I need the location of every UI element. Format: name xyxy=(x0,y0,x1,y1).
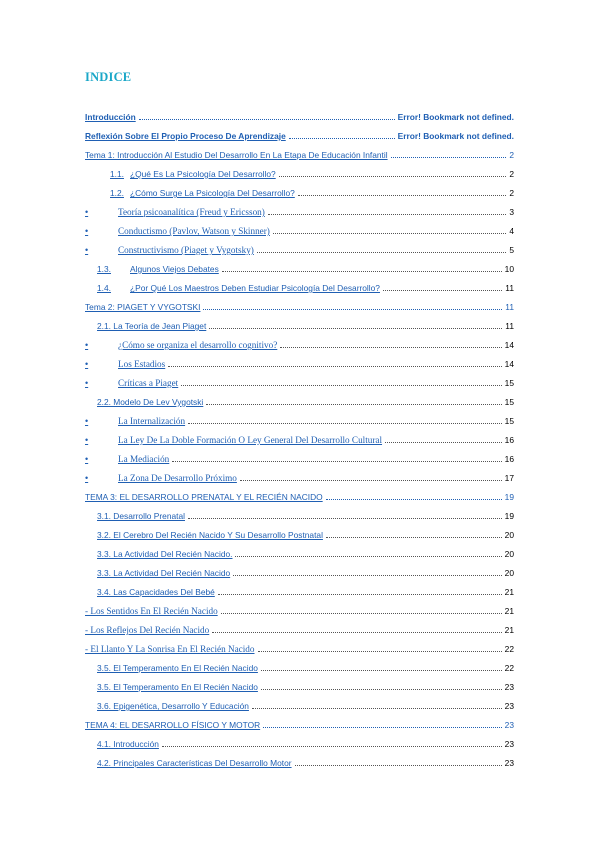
dot-leader xyxy=(258,651,502,652)
toc-entry-link[interactable]: 3.3. La Actividad Del Recién Nacido xyxy=(97,568,231,578)
toc-entry-link[interactable]: 3.5. El Temperamento En El Recién Nacido xyxy=(97,682,258,692)
toc-entry-page: 15 xyxy=(504,397,514,407)
dot-leader xyxy=(139,119,395,120)
dot-leader xyxy=(235,556,501,557)
dot-leader xyxy=(162,746,502,747)
toc-entry-page: 22 xyxy=(504,644,514,654)
dot-leader xyxy=(212,632,501,633)
toc-entry[interactable] xyxy=(0,243,599,257)
toc-entry-link[interactable]: 3.6. Epigenética, Desarrollo Y Educación xyxy=(97,701,249,711)
dot-leader xyxy=(203,309,502,310)
toc-entry-link[interactable]: La Ley De La Doble Formación O Ley General Del Desarrollo Cultural xyxy=(118,435,383,445)
dot-leader xyxy=(289,138,395,139)
toc-entry-link[interactable]: 3.5. El Temperamento En El Recién Nacido xyxy=(97,663,258,673)
toc-entry-page: 21 xyxy=(504,625,514,635)
toc-entry[interactable] xyxy=(0,148,599,162)
dot-leader xyxy=(279,176,507,177)
toc-entry-link[interactable]: - Los Sentidos En El Recién Nacido xyxy=(85,606,218,616)
toc-entry-page: 20 xyxy=(504,549,514,559)
dot-leader xyxy=(391,157,507,158)
toc-entry[interactable] xyxy=(0,528,599,542)
toc-entry-link[interactable]: La Internalización xyxy=(118,416,186,426)
toc-entry[interactable] xyxy=(0,357,599,371)
toc-entry-link[interactable]: - Los Reflejos Del Recién Nacido xyxy=(85,625,210,635)
toc-entry-page: 23 xyxy=(504,739,514,749)
toc-entry-page: 10 xyxy=(504,264,514,274)
toc-entry-link[interactable]: Constructivismo (Piaget y Vygotsky) xyxy=(118,245,254,255)
toc-entry[interactable] xyxy=(0,129,599,143)
dot-leader xyxy=(168,366,501,367)
bullet-icon: • xyxy=(85,245,89,255)
bullet-icon: • xyxy=(85,416,89,426)
dot-leader xyxy=(221,613,502,614)
bullet-icon: • xyxy=(85,454,89,464)
toc-entry[interactable] xyxy=(0,604,599,618)
dot-leader xyxy=(298,195,507,196)
dot-leader xyxy=(206,404,501,405)
toc-entry[interactable] xyxy=(0,452,599,466)
toc-entry-link[interactable]: 3.4. Las Capacidades Del Bebé xyxy=(97,587,215,597)
toc-entry-page: 21 xyxy=(504,587,514,597)
dot-leader xyxy=(233,575,502,576)
toc-entry-link[interactable]: La Zona De Desarrollo Próximo xyxy=(118,473,237,483)
bullet-icon: • xyxy=(85,378,89,388)
toc-entry-page: 2 xyxy=(509,188,514,198)
bullet-icon: • xyxy=(85,435,89,445)
toc-entry-number: 1.4. xyxy=(97,283,111,293)
toc-entry[interactable] xyxy=(0,319,599,333)
toc-entry-link[interactable]: Algunos Viejos Debates xyxy=(130,264,219,274)
toc-entry-link[interactable]: ¿Por Qué Los Maestros Deben Estudiar Psicología Del Desarrollo? xyxy=(130,283,380,293)
toc-entry-page: 16 xyxy=(504,435,514,445)
toc-entry-link[interactable]: Tema 2: PIAGET Y VYGOTSKI xyxy=(85,302,201,312)
dot-leader xyxy=(273,233,506,234)
dot-leader xyxy=(326,499,502,500)
toc-entry-page: 11 xyxy=(505,302,514,312)
bullet-icon: • xyxy=(85,359,89,369)
toc-entry[interactable] xyxy=(0,186,599,200)
toc-entry[interactable] xyxy=(0,205,599,219)
dot-leader xyxy=(263,727,502,728)
toc-entry[interactable] xyxy=(0,167,599,181)
dot-leader xyxy=(218,594,502,595)
toc-entry-page: 3 xyxy=(509,207,514,217)
dot-leader xyxy=(257,252,506,253)
toc-entry[interactable] xyxy=(0,300,599,314)
toc-entry-link[interactable]: Introducción xyxy=(85,112,136,122)
toc-entry-link[interactable]: 3.3. La Actividad Del Recién Nacido. xyxy=(97,549,233,559)
dot-leader xyxy=(188,423,502,424)
toc-entry-page: 15 xyxy=(504,416,514,426)
toc-entry[interactable] xyxy=(0,623,599,637)
toc-entry-page: 4 xyxy=(509,226,514,236)
toc-entry-page: 2 xyxy=(509,150,514,160)
toc-entry-page: 23 xyxy=(504,682,514,692)
toc-entry-link[interactable]: 2.2. Modelo De Lev Vygotski xyxy=(97,397,204,407)
toc-entry[interactable] xyxy=(0,414,599,428)
toc-entry[interactable] xyxy=(0,566,599,580)
toc-entry-link[interactable]: 3.2. El Cerebro Del Recién Nacido Y Su Desarrollo Postnatal xyxy=(97,530,323,540)
toc-entry-page: 19 xyxy=(504,492,514,502)
toc-entry-link[interactable]: La Mediación xyxy=(118,454,170,464)
toc-entry[interactable] xyxy=(0,490,599,504)
toc-entry-page: Error! Bookmark not defined. xyxy=(397,131,514,141)
toc-entry-number: 1.3. xyxy=(97,264,111,274)
toc-title: INDICE xyxy=(85,70,132,84)
toc-entry[interactable] xyxy=(0,471,599,485)
toc-entry[interactable] xyxy=(0,756,599,770)
toc-entry-page: 20 xyxy=(504,530,514,540)
toc-entry-page: 20 xyxy=(504,568,514,578)
toc-entry-page: 23 xyxy=(504,701,514,711)
toc-entry-page: 14 xyxy=(504,340,514,350)
toc-entry-link[interactable]: TEMA 3: EL DESARROLLO PRENATAL Y EL RECIÉN NACIDO xyxy=(85,492,323,502)
toc-entry[interactable] xyxy=(0,433,599,447)
toc-entry[interactable] xyxy=(0,395,599,409)
toc-entry-link[interactable]: 4.1. Introducción xyxy=(97,739,159,749)
toc-entry-page: 14 xyxy=(504,359,514,369)
dot-leader xyxy=(172,461,501,462)
dot-leader xyxy=(385,442,502,443)
toc-entry[interactable] xyxy=(0,547,599,561)
toc-entry-link[interactable]: TEMA 4: EL DESARROLLO FÍSICO Y MOTOR xyxy=(85,720,261,730)
toc-entry[interactable] xyxy=(0,110,599,124)
dot-leader xyxy=(240,480,502,481)
toc-entry-page: 23 xyxy=(504,720,514,730)
toc-entry-link[interactable]: 3.1. Desarrollo Prenatal xyxy=(97,511,185,521)
toc-entry-link[interactable]: Los Estadios xyxy=(118,359,166,369)
dot-leader xyxy=(326,537,502,538)
dot-leader xyxy=(252,708,502,709)
toc-entry[interactable] xyxy=(0,718,599,732)
toc-entry-page: 15 xyxy=(504,378,514,388)
dot-leader xyxy=(261,689,502,690)
toc-entry[interactable] xyxy=(0,642,599,656)
dot-leader xyxy=(261,670,502,671)
bullet-icon: • xyxy=(85,207,89,217)
toc-entry[interactable] xyxy=(0,585,599,599)
toc-entry[interactable] xyxy=(0,281,599,295)
toc-entry-link[interactable]: Críticas a Piaget xyxy=(118,378,179,388)
toc-entry-page: 5 xyxy=(509,245,514,255)
toc-entry-page: 19 xyxy=(504,511,514,521)
toc-entry[interactable] xyxy=(0,338,599,352)
toc-entry-page: 21 xyxy=(504,606,514,616)
toc-entry[interactable] xyxy=(0,376,599,390)
toc-entry-link[interactable]: ¿Cómo se organiza el desarrollo cognitivo? xyxy=(118,340,278,350)
toc-entry[interactable] xyxy=(0,224,599,238)
toc-entry[interactable] xyxy=(0,262,599,276)
toc-entry-link[interactable]: Conductismo (Pavlov, Watson y Skinner) xyxy=(118,226,270,236)
toc-entry-link[interactable]: Tema 1: Introducción Al Estudio Del Desarrollo En La Etapa De Educación Infantil xyxy=(85,150,388,160)
dot-leader xyxy=(181,385,501,386)
toc-entry-page: 16 xyxy=(504,454,514,464)
toc-entry-number: 1.2. xyxy=(110,188,124,198)
toc-entry-page: Error! Bookmark not defined. xyxy=(397,112,514,122)
toc-entry[interactable] xyxy=(0,699,599,713)
toc-entry-page: 2 xyxy=(509,169,514,179)
toc-entry-page: 17 xyxy=(504,473,514,483)
toc-entry-link[interactable]: 2.1. La Teoría de Jean Piaget xyxy=(97,321,207,331)
toc-entry-number: 1.1. xyxy=(110,169,124,179)
toc-entry-link[interactable]: ¿Qué Es La Psicología Del Desarrollo? xyxy=(130,169,276,179)
toc-entry[interactable] xyxy=(0,509,599,523)
dot-leader xyxy=(280,347,501,348)
dot-leader xyxy=(295,765,502,766)
bullet-icon: • xyxy=(85,226,89,236)
toc-entry[interactable] xyxy=(0,661,599,675)
toc-entry-link[interactable]: - El Llanto Y La Sonrisa En El Recién Nacido xyxy=(85,644,255,654)
toc-entry-page: 11 xyxy=(505,321,514,331)
toc-entry-link[interactable]: Reflexión Sobre El Propio Proceso De Aprendizaje xyxy=(85,131,286,141)
toc-entry-link[interactable]: ¿Cómo Surge La Psicología Del Desarrollo? xyxy=(130,188,295,198)
toc-entry-link[interactable]: 4.2. Principales Características Del Desarrollo Motor xyxy=(97,758,292,768)
dot-leader xyxy=(383,290,502,291)
bullet-icon: • xyxy=(85,473,89,483)
toc-entry-page: 23 xyxy=(504,758,514,768)
toc-entry[interactable] xyxy=(0,680,599,694)
toc-entry-page: 11 xyxy=(505,283,514,293)
toc-entry-page: 22 xyxy=(504,663,514,673)
dot-leader xyxy=(222,271,502,272)
dot-leader xyxy=(209,328,502,329)
dot-leader xyxy=(188,518,502,519)
bullet-icon: • xyxy=(85,340,89,350)
toc-entry-link[interactable]: Teoría psicoanalítica (Freud y Ericsson) xyxy=(118,207,265,217)
toc-entry[interactable] xyxy=(0,737,599,751)
dot-leader xyxy=(268,214,507,215)
